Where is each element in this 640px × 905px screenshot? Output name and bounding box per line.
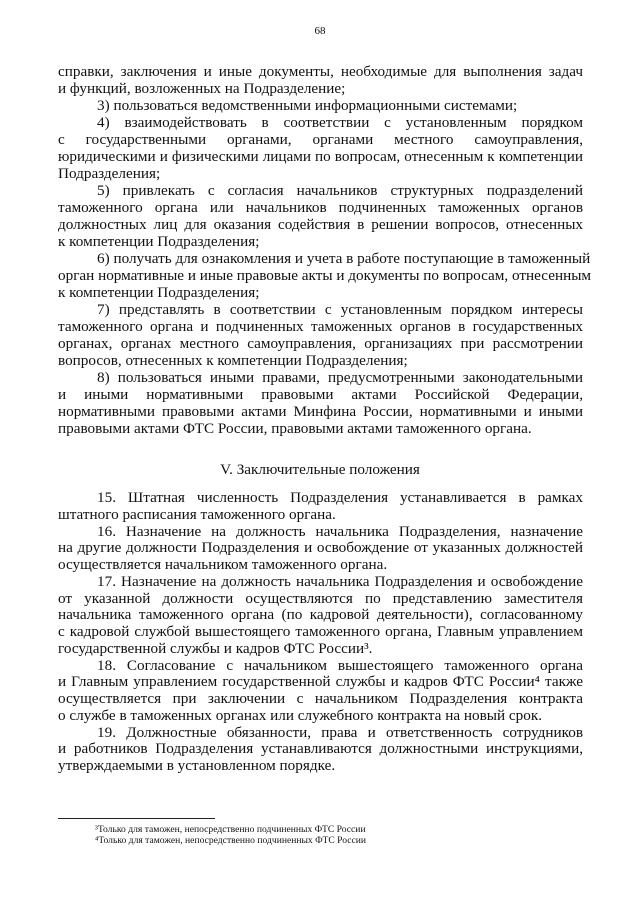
paragraph-line: 19. Должностные обязанности, права и ответственность сотрудников xyxy=(97,723,583,741)
paragraph-line: 16. Назначение на должность начальника Подразделения, назначение xyxy=(97,522,583,540)
paragraph-line: 7) представлять в соответствии с установленным порядком интересы xyxy=(97,301,583,318)
paragraph-line: начальника таможенного органа (по кадровой деятельности), согласованному xyxy=(58,606,583,624)
paragraph-line: осуществляется начальником таможенного органа. xyxy=(58,556,388,573)
paragraph-line: и Главным управлением государственной службы и кадров ФТС России⁴ также xyxy=(58,673,583,691)
paragraph-line: от указанной должности осуществляются по представлению заместителя xyxy=(58,589,583,607)
paragraph-line: таможенного органа и подчиненных таможенных органов в государственных xyxy=(58,318,583,335)
paragraph-line: 8) пользоваться иными правами, предусмотренными законодательными xyxy=(97,369,583,386)
paragraph-line: о службе в таможенных органах или служебного контракта на новый срок. xyxy=(58,706,543,724)
paragraph-line: государственной службы и кадров ФТС России³. xyxy=(58,639,373,657)
paragraph-line: вопросов, отнесенных к компетенции Подразделения; xyxy=(58,352,408,369)
paragraph-line: и работников Подразделения устанавливаются должностными инструкциями, xyxy=(58,740,583,758)
paragraph-line: с кадровой службой вышестоящего таможенного органа, Главным управлением xyxy=(58,623,583,640)
paragraph-line: органах, органах местного самоуправления, организациях при рассмотрении xyxy=(58,335,583,352)
paragraph-line: 17. Назначение на должность начальника Подразделения и освобождение xyxy=(97,572,583,590)
footnote-4: ⁴Только для таможен, непосредственно подчиненных ФТС России xyxy=(95,835,367,846)
paragraph-line: к компетенции Подразделения; xyxy=(58,284,260,301)
paragraph-line: утверждаемыми в установленном порядке. xyxy=(58,757,336,774)
footnote-divider xyxy=(58,818,215,819)
paragraph-line: нормативными правовыми актами Минфина России, нормативными и иными xyxy=(58,403,583,420)
page-number: 68 xyxy=(314,25,326,37)
paragraph-line: с государственными органами, органами местного самоуправления, xyxy=(58,131,583,148)
paragraph-line: и иными нормативными правовыми актами Российской Федерации, xyxy=(58,386,583,403)
paragraph-line: штатного расписания таможенного органа. xyxy=(58,505,336,523)
paragraph-line: и функций, возложенных на Подразделение; xyxy=(58,80,346,97)
paragraph-line: на другие должности Подразделения и освобождение от указанных должностей xyxy=(58,539,583,557)
paragraph-line: 3) пользоваться ведомственными информационными системами; xyxy=(97,97,518,114)
paragraph-line: орган нормативные и иные правовые акты и документы по вопросам, отнесенным xyxy=(58,267,592,284)
paragraph-line: таможенного органа или начальников подчиненных таможенных органов xyxy=(58,199,583,216)
paragraph-line: осуществляется при заключении с начальником Подразделения контракта xyxy=(58,690,583,707)
paragraph-line: 4) взаимодействовать в соответствии с установленным порядком xyxy=(97,114,583,131)
paragraph-line: Подразделения; xyxy=(58,165,161,182)
paragraph-line: 6) получать для ознакомления и учета в работе поступающие в таможенный xyxy=(97,250,591,267)
paragraph-line: справки, заключения и иные документы, необходимые для выполнения задач xyxy=(58,63,583,80)
paragraph-line: 15. Штатная численность Подразделения устанавливается в рамках xyxy=(97,489,583,506)
paragraph-line: юридическими и физическими лицами по вопросам, отнесенным к компетенции xyxy=(58,148,583,165)
paragraph-line: к компетенции Подразделения; xyxy=(58,233,260,250)
paragraph-line: правовыми актами ФТС России, правовыми актами таможенного органа. xyxy=(58,420,532,437)
footnote-3: ³Только для таможен, непосредственно подчиненных ФТС России xyxy=(95,824,366,835)
paragraph-line: 18. Согласование с начальником вышестоящего таможенного органа xyxy=(97,656,583,674)
paragraph-line: 5) привлекать с согласия начальников структурных подразделений xyxy=(97,182,583,199)
paragraph-line: должностных лиц для оказания содействия в решении вопросов, отнесенных xyxy=(58,216,583,233)
section-heading: V. Заключительные положения xyxy=(220,461,420,478)
